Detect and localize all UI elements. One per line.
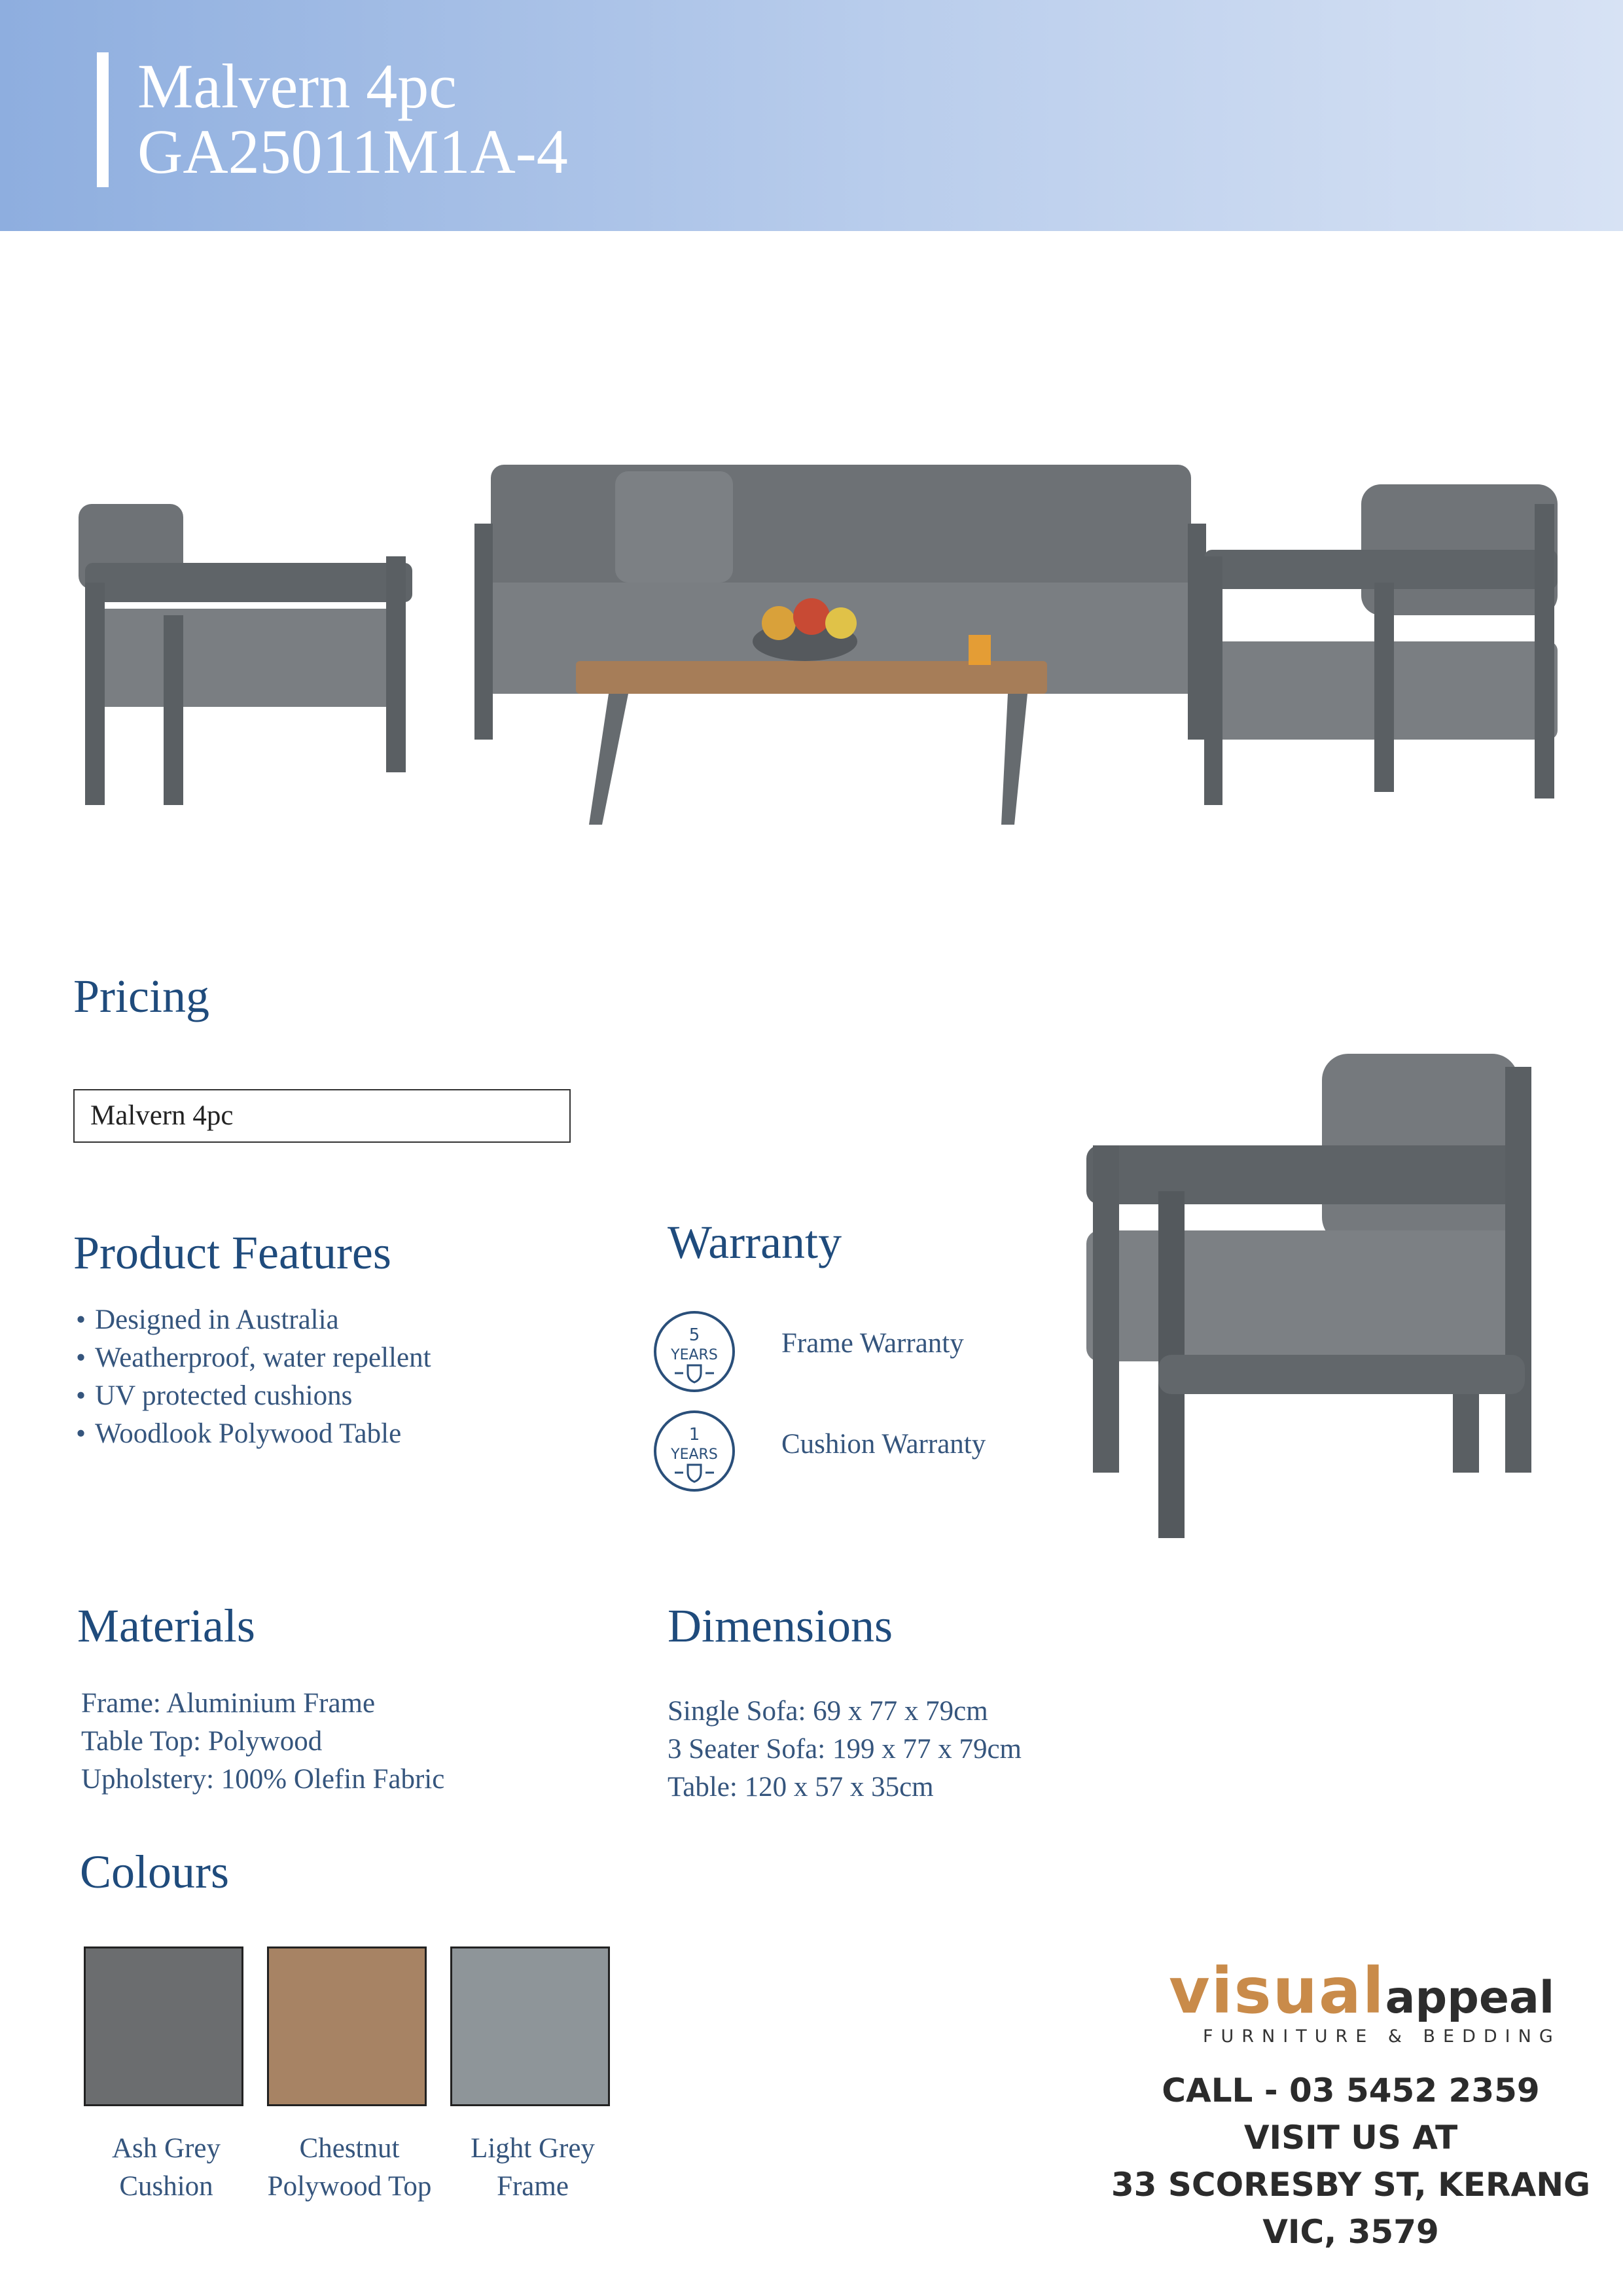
features-list xyxy=(76,1301,431,1453)
ash-grey-label: Ash Grey Cushion xyxy=(112,2133,221,2202)
material-item: Upholstery: 100% Olefin Fabric xyxy=(81,1764,445,1795)
svg-text:1: 1 xyxy=(688,1425,700,1444)
header-accent-bar xyxy=(97,52,109,187)
material-item: Frame: Aluminium Frame xyxy=(81,1688,376,1719)
chestnut-label: Chestnut Polywood Top xyxy=(267,2133,432,2202)
ash-grey-swatch xyxy=(84,1946,243,2106)
feature-item: • Woodlook Polywood Table xyxy=(76,1415,431,1453)
city-state: VIC, 3579 xyxy=(1262,2213,1439,2251)
shield-1-year-icon xyxy=(652,1408,737,1494)
three-seater-sofa-illustration xyxy=(474,465,1206,740)
chestnut-swatch xyxy=(267,1946,427,2106)
svg-text:5: 5 xyxy=(688,1325,700,1345)
product-code: GA25011M1A-4 xyxy=(137,117,568,187)
feature-item: • Weatherproof, water repellent xyxy=(76,1339,431,1377)
product-title: Malvern 4pc xyxy=(137,51,457,121)
phone-number: CALL - 03 5452 2359 xyxy=(1162,2072,1540,2109)
visit-label: VISIT US AT xyxy=(1243,2119,1458,2157)
feature-item: • UV protected cushions xyxy=(76,1377,431,1415)
svg-text:YEARS: YEARS xyxy=(671,1446,718,1463)
logo-appeal-text: appeal xyxy=(1385,1972,1555,2024)
materials-heading: Materials xyxy=(77,1600,255,1652)
logo-visual-text: visual xyxy=(1169,1954,1385,2028)
light-grey-swatch xyxy=(450,1946,610,2106)
warranty-heading: Warranty xyxy=(668,1216,842,1268)
dimensions-list xyxy=(668,1693,1022,1806)
shield-5-years-icon xyxy=(652,1309,737,1394)
svg-text:YEARS: YEARS xyxy=(671,1347,718,1363)
dimension-item: 3 Seater Sofa: 199 x 77 x 79cm xyxy=(668,1734,1022,1765)
feature-item: • Designed in Australia xyxy=(76,1301,431,1339)
light-grey-label: Light Grey Frame xyxy=(471,2133,595,2202)
armchair-detail-image xyxy=(1073,1041,1558,1538)
features-heading: Product Features xyxy=(73,1227,391,1279)
left-armchair-illustration xyxy=(79,504,412,805)
material-item: Table Top: Polywood xyxy=(81,1726,323,1757)
street-address: 33 SCORESBY ST, KERANG xyxy=(1111,2166,1591,2204)
pricing-heading: Pricing xyxy=(73,970,209,1022)
dimensions-heading: Dimensions xyxy=(668,1600,893,1652)
frame-warranty-label: Frame Warranty xyxy=(781,1328,964,1359)
cushion-warranty-label: Cushion Warranty xyxy=(781,1429,986,1460)
dimension-item: Single Sofa: 69 x 77 x 79cm xyxy=(668,1696,988,1727)
materials-list xyxy=(81,1685,444,1799)
brand-logo xyxy=(1169,1954,1554,2028)
price-item-box: Malvern 4pc xyxy=(73,1089,571,1143)
logo-tagline: FURNITURE & BEDDING xyxy=(1203,2026,1561,2047)
dimension-item: Table: 120 x 57 x 35cm xyxy=(668,1772,934,1803)
furniture-set-image xyxy=(65,445,1571,851)
contact-block xyxy=(1102,2067,1599,2255)
right-armchair-illustration xyxy=(1204,484,1558,805)
colours-heading: Colours xyxy=(80,1846,230,1898)
